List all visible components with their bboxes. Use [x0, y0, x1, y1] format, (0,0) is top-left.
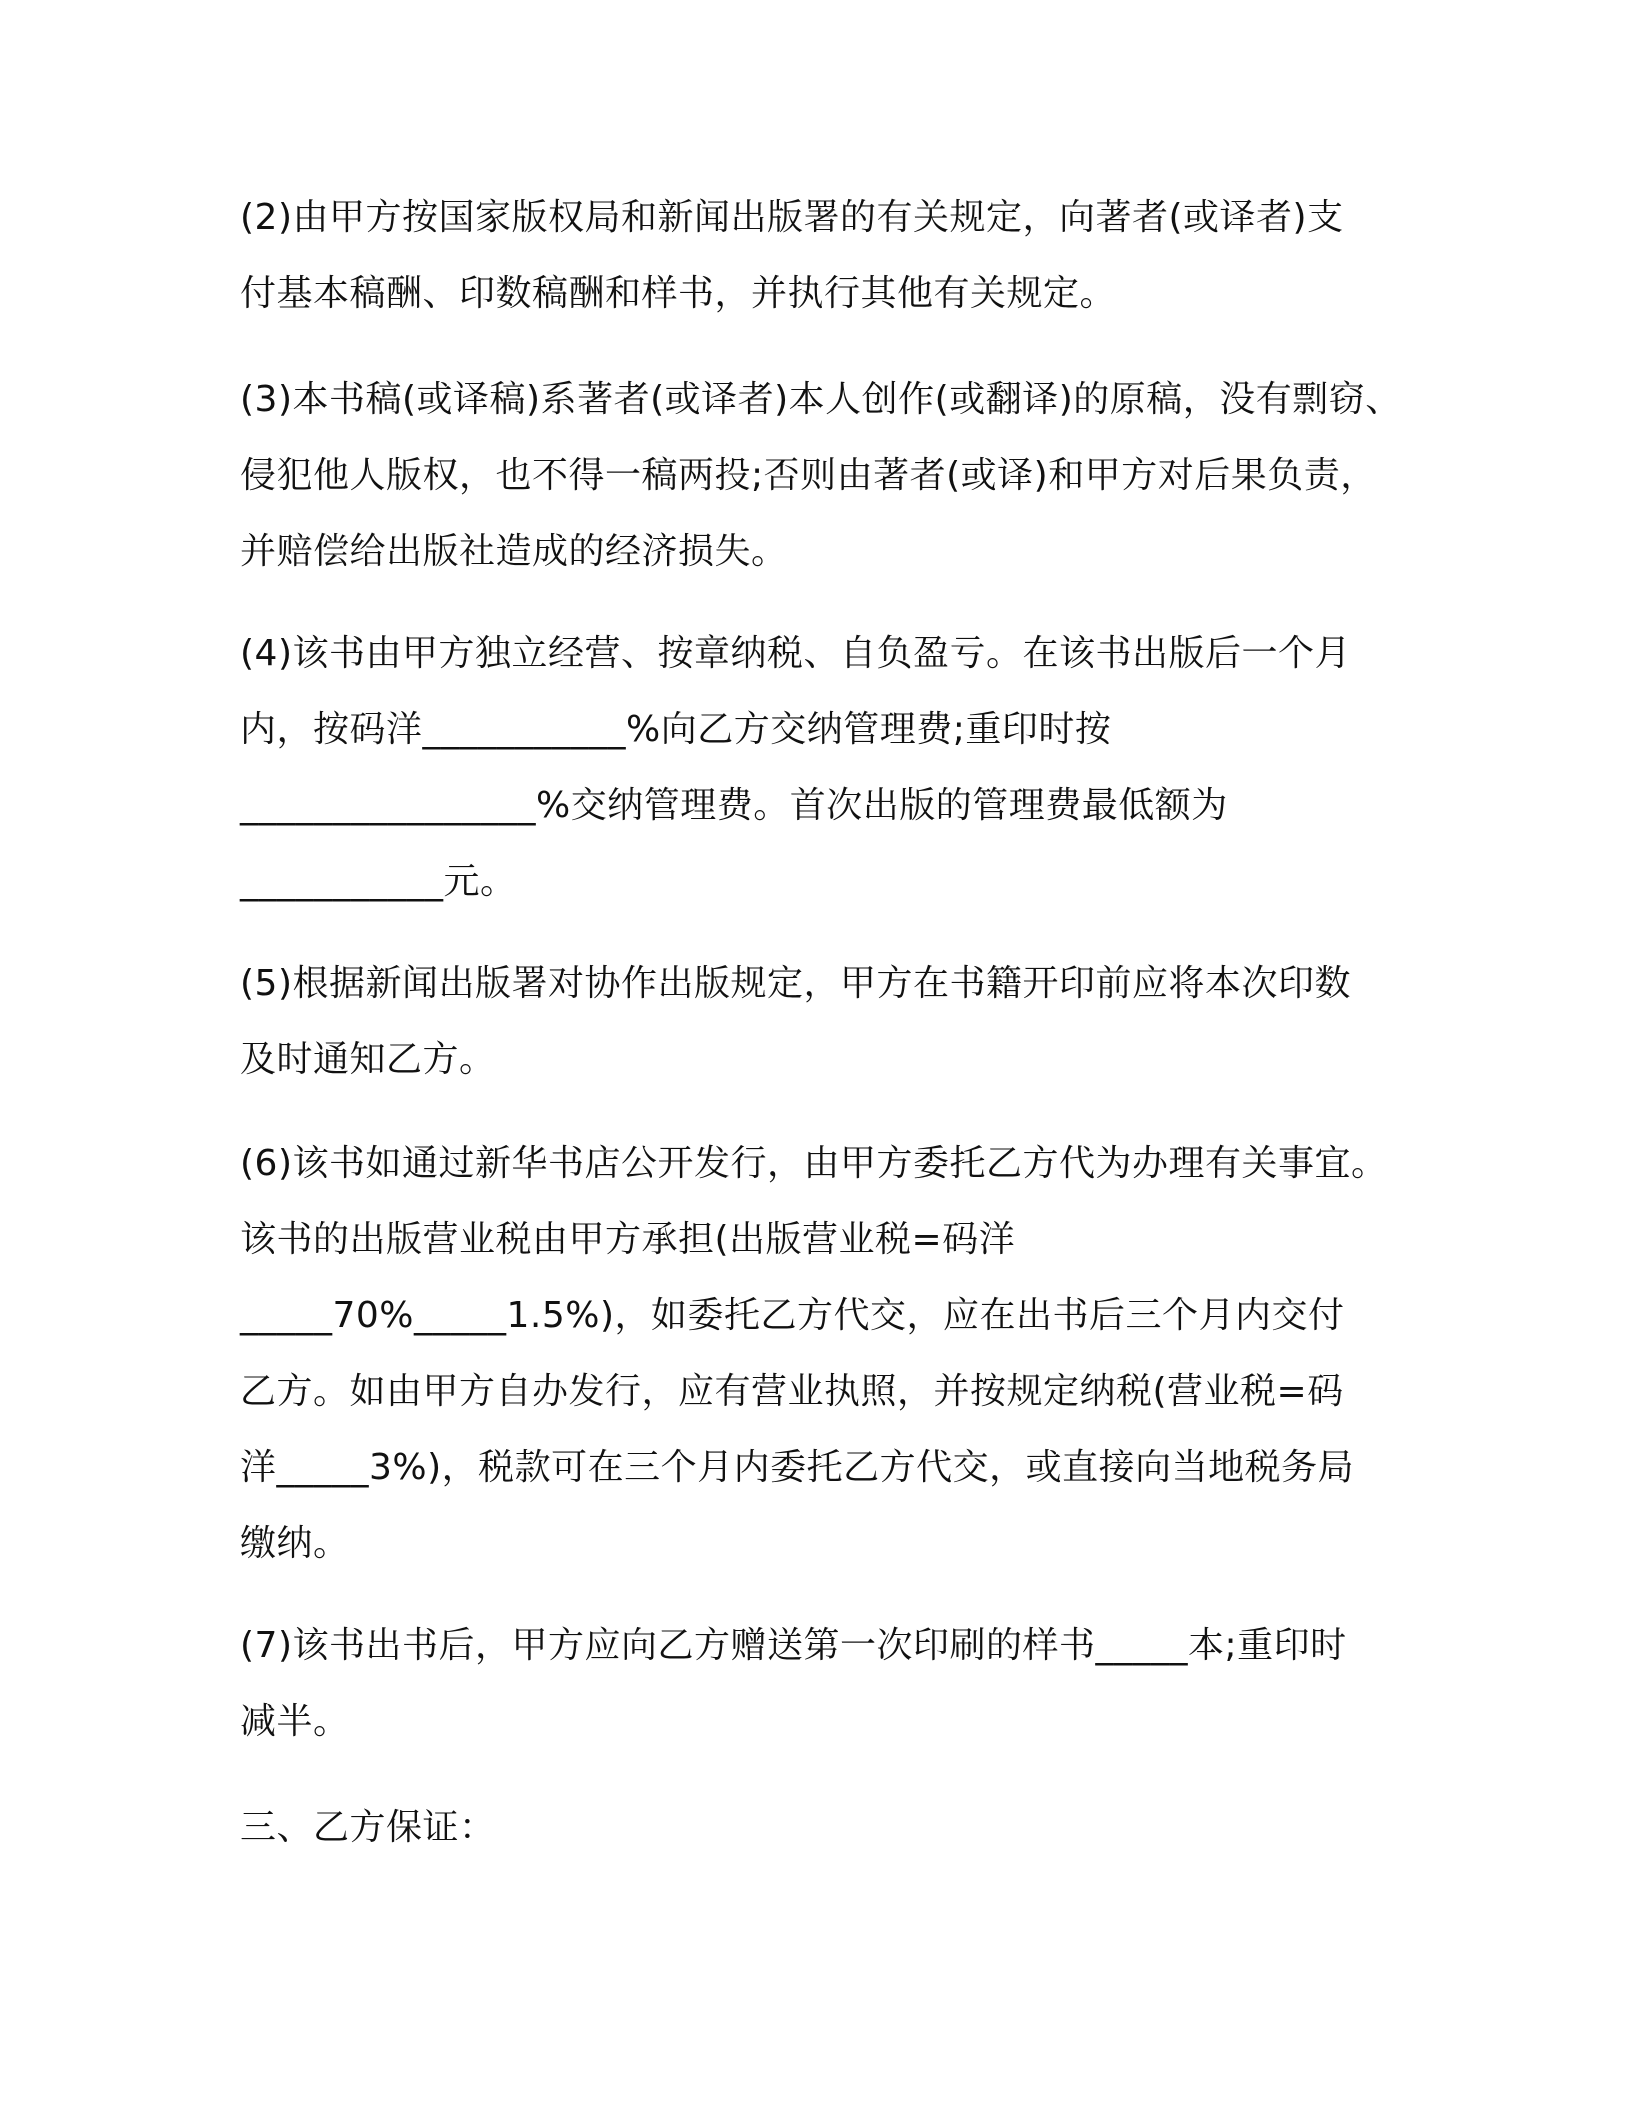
- clause-4-line-2: 内，按码洋___________%向乙方交纳管理费;重印时按: [240, 709, 1112, 750]
- clause-6-line-4: 乙方。如由甲方自办发行，应有营业执照，并按规定纳税(营业税=码: [240, 1371, 1344, 1412]
- clause-6-line-6: 缴纳。: [240, 1523, 350, 1564]
- clause-7-line-2: 减半。: [240, 1701, 350, 1742]
- clause-4-line-1: (4)该书由甲方独立经营、按章纳税、自负盈亏。在该书出版后一个月: [240, 633, 1351, 674]
- clause-6-line-2: 该书的出版营业税由甲方承担(出版营业税=码洋: [240, 1219, 1016, 1260]
- clause-5-line-2: 及时通知乙方。: [240, 1039, 496, 1080]
- clause-3-line-2: 侵犯他人版权，也不得一稿两投;否则由著者(或译)和甲方对后果负责，: [240, 455, 1377, 496]
- section-3-heading: 三、乙方保证：: [240, 1807, 496, 1848]
- clause-6-line-1: (6)该书如通过新华书店公开发行，由甲方委托乙方代为办理有关事宜。: [240, 1143, 1388, 1184]
- clause-4-line-4: ___________元。: [240, 861, 517, 902]
- clause-6-line-3: _____70%_____1.5%)，如委托乙方代交，应在出书后三个月内交付: [240, 1295, 1345, 1336]
- clause-7-line-1: (7)该书出书后，甲方应向乙方赠送第一次印刷的样书_____本;重印时: [240, 1625, 1347, 1666]
- clause-3-line-1: (3)本书稿(或译稿)系著者(或译者)本人创作(或翻译)的原稿，没有剽窃、: [240, 379, 1402, 420]
- clause-6-line-5: 洋_____3%)，税款可在三个月内委托乙方代交，或直接向当地税务局: [240, 1447, 1355, 1488]
- clause-3-line-3: 并赔偿给出版社造成的经济损失。: [240, 531, 788, 572]
- clause-5-line-1: (5)根据新闻出版署对协作出版规定，甲方在书籍开印前应将本次印数: [240, 963, 1351, 1004]
- clause-2-line-2: 付基本稿酬、印数稿酬和样书，并执行其他有关规定。: [240, 273, 1117, 314]
- clause-4-line-3: ________________%交纳管理费。首次出版的管理费最低额为: [240, 785, 1228, 826]
- clause-2-line-1: (2)由甲方按国家版权局和新闻出版署的有关规定，向著者(或译者)支: [240, 197, 1344, 238]
